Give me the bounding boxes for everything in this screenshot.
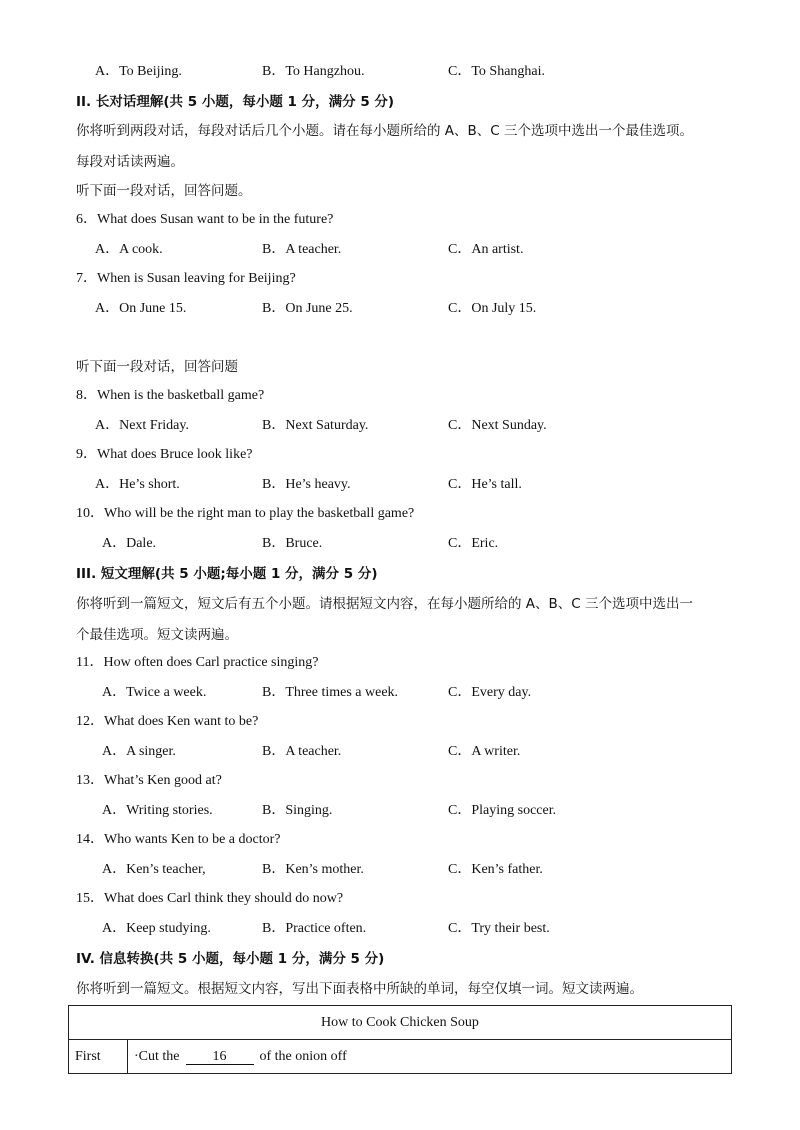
q13-option-c[interactable]: C．Playing soccer. (448, 803, 557, 818)
q6-option-c[interactable]: C．An artist. (448, 242, 524, 257)
answer-blank-16[interactable]: 16 (186, 1049, 254, 1065)
q9-option-c[interactable]: C．He’s tall. (448, 477, 522, 492)
table-row (69, 1040, 732, 1074)
section3-instruction-2: 个最佳选项。短文读两遍。 (76, 627, 238, 643)
q8-option-c[interactable]: C．Next Sunday. (448, 418, 547, 433)
q14-option-a[interactable]: A．Ken’s teacher, (102, 862, 206, 877)
q8-question: 8．When is the basketball game? (76, 388, 265, 403)
dialog2-intro: 听下面一段对话，回答问题 (76, 359, 238, 375)
q5-option-a[interactable]: A．To Beijing. (95, 64, 182, 79)
q7-option-a[interactable]: A．On June 15. (95, 301, 187, 316)
table-title-row (69, 1006, 732, 1040)
q12-option-b[interactable]: B．A teacher. (262, 744, 342, 759)
q6-option-a[interactable]: A．A cook. (95, 242, 163, 257)
q9-question: 9．What does Bruce look like? (76, 447, 253, 462)
q6-option-b[interactable]: B．A teacher. (262, 242, 342, 257)
q7-option-c[interactable]: C．On July 15. (448, 301, 537, 316)
row-label-first: First (69, 1040, 128, 1074)
q12-option-a[interactable]: A．A singer. (102, 744, 176, 759)
q7-question: 7．When is Susan leaving for Beijing? (76, 271, 296, 286)
q8-option-a[interactable]: A．Next Friday. (95, 418, 189, 433)
q11-question: 11．How often does Carl practice singing? (76, 655, 319, 670)
info-table (68, 1005, 732, 1074)
q15-question: 15．What does Carl think they should do now? (76, 891, 344, 906)
q9-option-a[interactable]: A．He’s short. (95, 477, 180, 492)
q14-question: 14．Who wants Ken to be a doctor? (76, 832, 281, 847)
q13-option-b[interactable]: B．Singing. (262, 803, 333, 818)
q13-question: 13．What’s Ken good at? (76, 773, 222, 788)
q11-option-c[interactable]: C．Every day. (448, 685, 532, 700)
q10-question: 10．Who will be the right man to play the basketball game? (76, 506, 415, 521)
q12-option-c[interactable]: C．A writer. (448, 744, 521, 759)
q7-option-b[interactable]: B．On June 25. (262, 301, 353, 316)
section4-heading: IV. 信息转换(共 5 小题，每小题 1 分，满分 5 分) (76, 951, 385, 967)
q14-option-c[interactable]: C．Ken’s father. (448, 862, 543, 877)
q5-option-c[interactable]: C．To Shanghai. (448, 64, 546, 79)
q15-option-b[interactable]: B．Practice often. (262, 921, 367, 936)
section2-instruction-1: 你将听到两段对话，每段对话后几个小题。请在每小题所给的 A、B、C 三个选项中选出一个最佳选项。 (76, 123, 694, 139)
q9-option-b[interactable]: B．He’s heavy. (262, 477, 351, 492)
q5-option-b[interactable]: B．To Hangzhou. (262, 64, 365, 79)
row-text-after-blank: of the onion off (259, 1048, 347, 1064)
q11-option-a[interactable]: A．Twice a week. (102, 685, 207, 700)
q12-question: 12．What does Ken want to be? (76, 714, 259, 729)
row-text-before-blank: ·Cut the (134, 1048, 180, 1064)
q14-option-b[interactable]: B．Ken’s mother. (262, 862, 364, 877)
table-title: How to Cook Chicken Soup (69, 1006, 732, 1040)
q10-option-c[interactable]: C．Eric. (448, 536, 499, 551)
section4-instruction: 你将听到一篇短文。根据短文内容，写出下面表格中所缺的单词，每空仅填一词。短文读两遍。 (76, 981, 643, 997)
q10-option-b[interactable]: B．Bruce. (262, 536, 323, 551)
section2-heading: II. 长对话理解(共 5 小题，每小题 1 分，满分 5 分) (76, 94, 395, 110)
q8-option-b[interactable]: B．Next Saturday. (262, 418, 369, 433)
q11-option-b[interactable]: B．Three times a week. (262, 685, 399, 700)
q10-option-a[interactable]: A．Dale. (102, 536, 157, 551)
q15-option-a[interactable]: A．Keep studying. (102, 921, 211, 936)
section2-instruction-2: 每段对话读两遍。 (76, 154, 184, 170)
section3-heading: III. 短文理解(共 5 小题;每小题 1 分，满分 5 分) (76, 566, 378, 582)
row-content-first (128, 1040, 732, 1074)
dialog1-intro: 听下面一段对话，回答问题。 (76, 183, 252, 199)
q13-option-a[interactable]: A．Writing stories. (102, 803, 213, 818)
q15-option-c[interactable]: C．Try their best. (448, 921, 550, 936)
section3-instruction-1: 你将听到一篇短文，短文后有五个小题。请根据短文内容，在每小题所给的 A、B、C 三个选项中选出一 (76, 596, 694, 612)
q6-question: 6．What does Susan want to be in the future? (76, 212, 334, 227)
